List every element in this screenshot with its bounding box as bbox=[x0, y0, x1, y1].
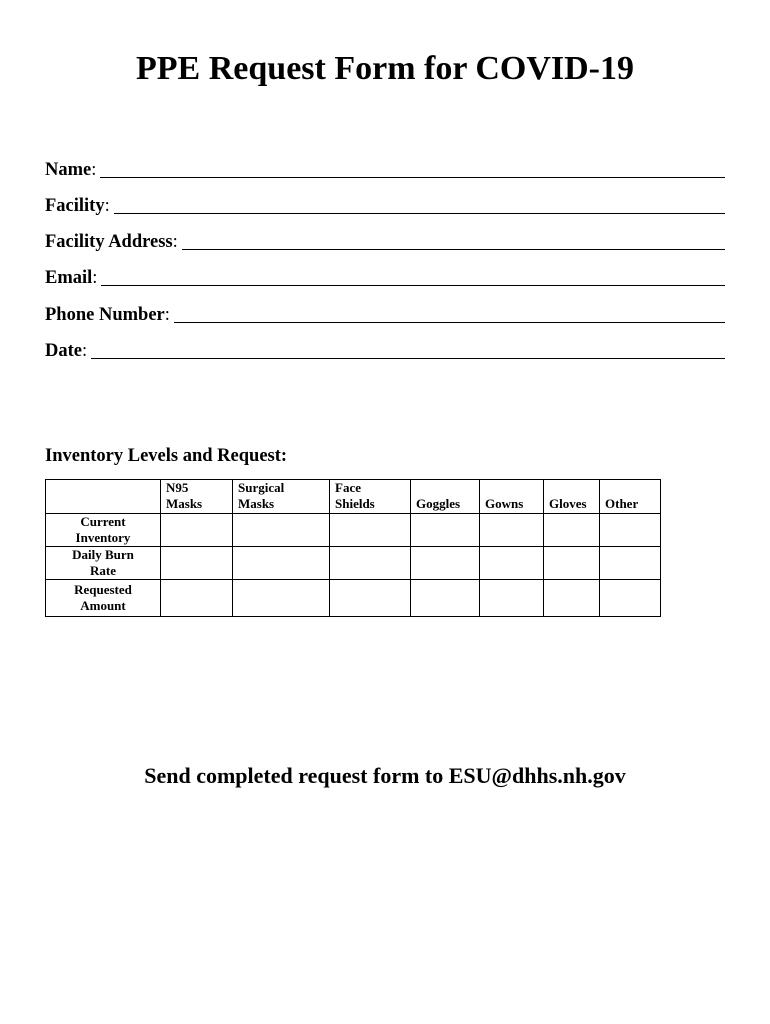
facility-label: Facility bbox=[45, 196, 105, 216]
date-field[interactable] bbox=[45, 338, 725, 362]
input-cell[interactable] bbox=[161, 547, 233, 580]
row-label-text: Current bbox=[80, 514, 126, 529]
column-header-goggles bbox=[411, 480, 480, 514]
name-input-line[interactable] bbox=[100, 176, 725, 178]
input-cell[interactable] bbox=[161, 580, 233, 617]
email-label: Email bbox=[45, 268, 93, 288]
input-cell[interactable] bbox=[233, 514, 330, 547]
column-header-text: Surgical bbox=[238, 480, 285, 495]
facility-address-label: Facility Address bbox=[45, 232, 173, 252]
facility-address-input-line[interactable] bbox=[182, 248, 725, 250]
corner-cell bbox=[46, 480, 161, 514]
input-cell[interactable] bbox=[544, 580, 600, 617]
column-header-gloves bbox=[544, 480, 600, 514]
column-header-text: Gowns bbox=[485, 496, 524, 511]
row-label-text: Rate bbox=[90, 563, 116, 578]
column-header-n95 bbox=[161, 480, 233, 514]
inventory-heading: Inventory Levels and Request: bbox=[45, 446, 288, 466]
input-cell[interactable] bbox=[233, 580, 330, 617]
column-header-other bbox=[600, 480, 661, 514]
input-cell[interactable] bbox=[480, 580, 544, 617]
inventory-header-row bbox=[46, 480, 661, 514]
table-row-daily-burn-rate bbox=[46, 547, 661, 580]
column-header-surgical-masks bbox=[233, 480, 330, 514]
facility-colon: : bbox=[104, 196, 110, 216]
column-header-text: Gloves bbox=[549, 496, 587, 511]
inventory-table bbox=[45, 479, 661, 617]
input-cell[interactable] bbox=[411, 580, 480, 617]
row-label-text: Daily Burn bbox=[72, 547, 134, 562]
input-cell[interactable] bbox=[330, 514, 411, 547]
input-cell[interactable] bbox=[600, 514, 661, 547]
column-header-text: N95 bbox=[166, 480, 189, 495]
submission-instructions: Send completed request form to ESU@dhhs.nh.gov bbox=[144, 763, 626, 788]
facility-input-line[interactable] bbox=[114, 212, 725, 214]
input-cell[interactable] bbox=[411, 547, 480, 580]
column-header-text: Face bbox=[335, 480, 361, 495]
input-cell[interactable] bbox=[411, 514, 480, 547]
row-label-current-inventory bbox=[46, 514, 161, 547]
facility-address-colon: : bbox=[172, 232, 178, 252]
facility-field[interactable] bbox=[45, 193, 725, 217]
row-label-daily-burn-rate bbox=[46, 547, 161, 580]
date-label: Date bbox=[45, 341, 82, 361]
input-cell[interactable] bbox=[161, 514, 233, 547]
input-cell[interactable] bbox=[480, 514, 544, 547]
email-field[interactable] bbox=[45, 265, 725, 289]
name-label: Name bbox=[45, 160, 92, 180]
input-cell[interactable] bbox=[544, 547, 600, 580]
email-input-line[interactable] bbox=[101, 284, 725, 286]
name-field[interactable] bbox=[45, 157, 725, 181]
column-header-text: Masks bbox=[166, 496, 203, 511]
input-cell[interactable] bbox=[600, 547, 661, 580]
input-cell[interactable] bbox=[330, 547, 411, 580]
column-header-face-shields bbox=[330, 480, 411, 514]
phone-number-label: Phone Number bbox=[45, 305, 165, 325]
phone-number-input-line[interactable] bbox=[174, 321, 725, 323]
row-label-text: Requested bbox=[74, 582, 132, 597]
phone-number-field[interactable] bbox=[45, 302, 725, 326]
column-header-text: Goggles bbox=[416, 496, 461, 511]
column-header-text: Other bbox=[605, 496, 639, 511]
date-input-line[interactable] bbox=[91, 357, 725, 359]
column-header-text: Shields bbox=[335, 496, 375, 511]
name-colon: : bbox=[91, 160, 97, 180]
facility-address-field[interactable] bbox=[45, 229, 725, 253]
input-cell[interactable] bbox=[600, 580, 661, 617]
input-cell[interactable] bbox=[330, 580, 411, 617]
phone-number-colon: : bbox=[164, 305, 170, 325]
table-row-current-inventory bbox=[46, 514, 661, 547]
input-cell[interactable] bbox=[480, 547, 544, 580]
column-header-gowns bbox=[480, 480, 544, 514]
column-header-text: Masks bbox=[238, 496, 275, 511]
row-label-text: Inventory bbox=[75, 530, 131, 545]
date-colon: : bbox=[81, 341, 88, 361]
form-title: PPE Request Form for COVID-19 bbox=[136, 50, 634, 87]
email-colon: : bbox=[92, 268, 98, 288]
input-cell[interactable] bbox=[544, 514, 600, 547]
row-label-text: Amount bbox=[80, 598, 126, 613]
input-cell[interactable] bbox=[233, 547, 330, 580]
row-label-requested-amount bbox=[46, 580, 161, 617]
table-row-requested-amount bbox=[46, 580, 661, 617]
